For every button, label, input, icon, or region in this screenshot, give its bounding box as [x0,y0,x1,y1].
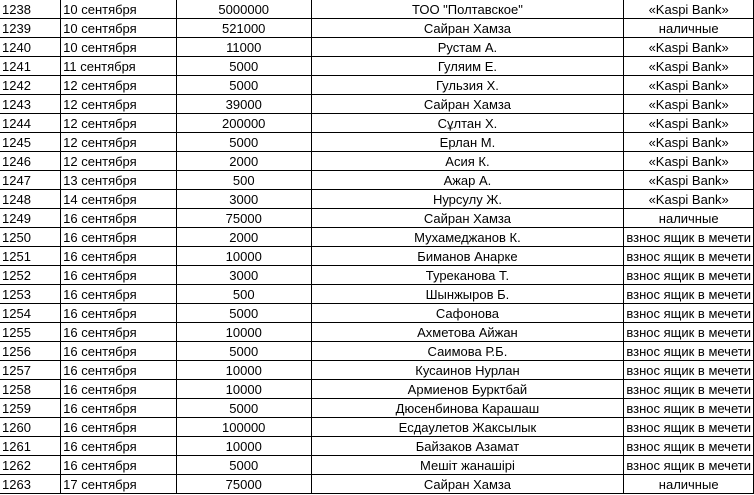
payment-method-cell: взнос ящик в мечети [624,266,754,285]
date-cell: 12 сентября [61,76,177,95]
donor-name-cell: Сұлтан Х. [311,114,624,133]
table-row [0,437,754,456]
table-row [0,190,754,209]
date-cell: 16 сентября [61,209,177,228]
table-row [0,342,754,361]
amount-cell: 75000 [176,475,311,494]
row-number-cell: 1260 [0,418,61,437]
donor-name-cell: Сайран Хамза [311,475,624,494]
donor-name-cell: Есдаулетов Жаксылык [311,418,624,437]
date-cell: 12 сентября [61,114,177,133]
payment-method-cell: взнос ящик в мечети [624,228,754,247]
date-cell: 10 сентября [61,0,177,19]
amount-cell: 39000 [176,95,311,114]
amount-cell: 11000 [176,38,311,57]
date-cell: 16 сентября [61,266,177,285]
row-number-cell: 1252 [0,266,61,285]
amount-cell: 500 [176,285,311,304]
donor-name-cell: Гульзия Х. [311,76,624,95]
donor-name-cell: Биманов Анарке [311,247,624,266]
donor-name-cell: Ерлан М. [311,133,624,152]
payment-method-cell: «Kaspi Bank» [624,133,754,152]
amount-cell: 10000 [176,323,311,342]
payment-method-cell: наличные [624,209,754,228]
row-number-cell: 1244 [0,114,61,133]
row-number-cell: 1246 [0,152,61,171]
row-number-cell: 1247 [0,171,61,190]
amount-cell: 5000 [176,456,311,475]
row-number-cell: 1263 [0,475,61,494]
payment-method-cell: взнос ящик в мечети [624,456,754,475]
table-row [0,76,754,95]
table-row [0,209,754,228]
date-cell: 12 сентября [61,133,177,152]
donor-name-cell: ТОО "Полтавское" [311,0,624,19]
row-number-cell: 1245 [0,133,61,152]
donor-name-cell: Нурсулу Ж. [311,190,624,209]
payment-method-cell: «Kaspi Bank» [624,190,754,209]
payment-method-cell: взнос ящик в мечети [624,247,754,266]
payment-method-cell: взнос ящик в мечети [624,437,754,456]
payment-method-cell: взнос ящик в мечети [624,399,754,418]
donor-name-cell: Сайран Хамза [311,209,624,228]
amount-cell: 5000 [176,57,311,76]
table-row [0,171,754,190]
row-number-cell: 1256 [0,342,61,361]
donor-name-cell: Мешіт жанашірі [311,456,624,475]
table-row [0,380,754,399]
row-number-cell: 1243 [0,95,61,114]
payment-method-cell: «Kaspi Bank» [624,171,754,190]
date-cell: 12 сентября [61,152,177,171]
date-cell: 17 сентября [61,475,177,494]
donor-name-cell: Мухамеджанов К. [311,228,624,247]
payment-method-cell: наличные [624,19,754,38]
amount-cell: 521000 [176,19,311,38]
donor-name-cell: Сафонова [311,304,624,323]
amount-cell: 5000 [176,342,311,361]
donor-name-cell: Ажар А. [311,171,624,190]
row-number-cell: 1261 [0,437,61,456]
date-cell: 16 сентября [61,304,177,323]
payment-method-cell: наличные [624,475,754,494]
payment-method-cell: взнос ящик в мечети [624,285,754,304]
table-row [0,19,754,38]
row-number-cell: 1241 [0,57,61,76]
amount-cell: 3000 [176,190,311,209]
payment-method-cell: взнос ящик в мечети [624,418,754,437]
table-row [0,38,754,57]
table-row [0,418,754,437]
donor-name-cell: Саимова Р.Б. [311,342,624,361]
amount-cell: 2000 [176,228,311,247]
donor-name-cell: Кусаинов Нурлан [311,361,624,380]
payment-method-cell: «Kaspi Bank» [624,95,754,114]
date-cell: 14 сентября [61,190,177,209]
row-number-cell: 1238 [0,0,61,19]
amount-cell: 5000000 [176,0,311,19]
table-row [0,304,754,323]
date-cell: 16 сентября [61,247,177,266]
row-number-cell: 1255 [0,323,61,342]
amount-cell: 10000 [176,361,311,380]
table-row [0,266,754,285]
payment-method-cell: «Kaspi Bank» [624,57,754,76]
table-row [0,323,754,342]
table-row [0,133,754,152]
amount-cell: 5000 [176,399,311,418]
table-row [0,95,754,114]
row-number-cell: 1250 [0,228,61,247]
date-cell: 16 сентября [61,342,177,361]
donor-name-cell: Сайран Хамза [311,19,624,38]
date-cell: 11 сентября [61,57,177,76]
amount-cell: 100000 [176,418,311,437]
date-cell: 16 сентября [61,380,177,399]
date-cell: 16 сентября [61,285,177,304]
date-cell: 16 сентября [61,418,177,437]
amount-cell: 5000 [176,304,311,323]
payment-method-cell: «Kaspi Bank» [624,76,754,95]
donor-name-cell: Гуляим Е. [311,57,624,76]
row-number-cell: 1248 [0,190,61,209]
row-number-cell: 1249 [0,209,61,228]
donor-name-cell: Ахметова Айжан [311,323,624,342]
date-cell: 10 сентября [61,19,177,38]
table-row [0,114,754,133]
amount-cell: 5000 [176,76,311,95]
table-row [0,399,754,418]
amount-cell: 10000 [176,247,311,266]
payment-method-cell: «Kaspi Bank» [624,38,754,57]
date-cell: 10 сентября [61,38,177,57]
amount-cell: 75000 [176,209,311,228]
table-row [0,228,754,247]
amount-cell: 5000 [176,133,311,152]
date-cell: 16 сентября [61,323,177,342]
row-number-cell: 1262 [0,456,61,475]
table-row [0,361,754,380]
amount-cell: 10000 [176,437,311,456]
amount-cell: 3000 [176,266,311,285]
donor-name-cell: Армиенов Бурктбай [311,380,624,399]
row-number-cell: 1259 [0,399,61,418]
donor-name-cell: Туреканова Т. [311,266,624,285]
payment-method-cell: «Kaspi Bank» [624,152,754,171]
donor-name-cell: Рустам А. [311,38,624,57]
table-row [0,0,754,19]
date-cell: 12 сентября [61,95,177,114]
payment-method-cell: взнос ящик в мечети [624,304,754,323]
amount-cell: 500 [176,171,311,190]
table-row [0,152,754,171]
row-number-cell: 1251 [0,247,61,266]
amount-cell: 2000 [176,152,311,171]
donor-name-cell: Асия К. [311,152,624,171]
table-row [0,247,754,266]
date-cell: 16 сентября [61,361,177,380]
table-row [0,456,754,475]
donor-name-cell: Дюсенбинова Карашаш [311,399,624,418]
amount-cell: 10000 [176,380,311,399]
date-cell: 16 сентября [61,228,177,247]
row-number-cell: 1240 [0,38,61,57]
payment-method-cell: взнос ящик в мечети [624,380,754,399]
payment-method-cell: взнос ящик в мечети [624,361,754,380]
date-cell: 16 сентября [61,437,177,456]
row-number-cell: 1257 [0,361,61,380]
table-row [0,285,754,304]
row-number-cell: 1239 [0,19,61,38]
amount-cell: 200000 [176,114,311,133]
donor-name-cell: Сайран Хамза [311,95,624,114]
row-number-cell: 1258 [0,380,61,399]
date-cell: 16 сентября [61,399,177,418]
donor-name-cell: Байзаков Азамат [311,437,624,456]
row-number-cell: 1242 [0,76,61,95]
date-cell: 16 сентября [61,456,177,475]
payment-method-cell: «Kaspi Bank» [624,0,754,19]
payment-method-cell: взнос ящик в мечети [624,323,754,342]
row-number-cell: 1254 [0,304,61,323]
donor-name-cell: Шынжыров Б. [311,285,624,304]
date-cell: 13 сентября [61,171,177,190]
payment-method-cell: взнос ящик в мечети [624,342,754,361]
table-row [0,57,754,76]
table-row [0,475,754,494]
payment-method-cell: «Kaspi Bank» [624,114,754,133]
row-number-cell: 1253 [0,285,61,304]
